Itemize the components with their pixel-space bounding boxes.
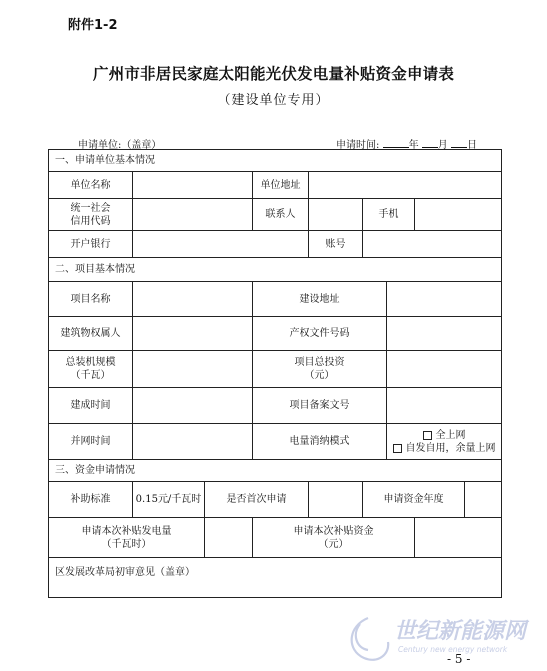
option-full-grid[interactable]: 全上网: [389, 429, 499, 442]
subsidy-std-label: 补助标准: [49, 482, 133, 518]
day-blank: [451, 138, 467, 148]
filing-no-label: 项目备案文号: [253, 388, 387, 424]
watermark-logo: [338, 608, 538, 666]
property-doc-field[interactable]: [387, 317, 502, 351]
contact-label: 联系人: [253, 199, 309, 231]
build-time-field[interactable]: [133, 388, 253, 424]
contact-field[interactable]: [309, 199, 363, 231]
first-apply-field[interactable]: [309, 482, 363, 518]
section1-title: 一、申请单位基本情况: [49, 150, 502, 172]
filing-no-field[interactable]: [387, 388, 502, 424]
grid-time-label: 并网时间: [49, 424, 133, 460]
page-number: - 5 -: [447, 652, 471, 666]
build-time-label: 建成时间: [49, 388, 133, 424]
account-label: 账号: [309, 231, 363, 258]
section3-title: 三、资金申请情况: [49, 460, 502, 482]
mobile-label: 手机: [363, 199, 415, 231]
option-self-use[interactable]: 自发自用，余量上网: [389, 442, 499, 455]
capacity-field[interactable]: [133, 351, 253, 388]
energy-label: 申请本次补贴发电量 （千瓦时）: [49, 518, 205, 558]
month-label: 月: [437, 140, 448, 151]
year-label: 年: [408, 140, 419, 151]
checkbox-icon[interactable]: [423, 431, 432, 440]
unit-address-field[interactable]: [309, 172, 502, 199]
bank-field[interactable]: [133, 231, 309, 258]
month-blank: [422, 138, 438, 148]
application-form-table: [48, 149, 502, 598]
property-doc-label: 产权文件号码: [253, 317, 387, 351]
watermark-text-cn: 世纪新能源网: [394, 619, 527, 644]
build-address-label: 建设地址: [253, 282, 387, 317]
applicant-unit-label: 申请单位:（盖章）: [78, 140, 162, 151]
watermark-swirl-icon: [352, 618, 389, 660]
fund-label: 申请本次补贴资金 （元）: [253, 518, 415, 558]
form-subtitle: （建设单位专用）: [217, 93, 330, 108]
investment-label: 项目总投资 （元）: [253, 351, 387, 388]
energy-field[interactable]: [205, 518, 253, 558]
first-apply-label: 是否首次申请: [205, 482, 309, 518]
project-name-field[interactable]: [133, 282, 253, 317]
form-title: 广州市非居民家庭太阳能光伏发电量补贴资金申请表: [92, 64, 455, 83]
account-field[interactable]: [363, 231, 502, 258]
checkbox-icon[interactable]: [393, 444, 402, 453]
building-owner-label: 建筑物权属人: [49, 317, 133, 351]
review-opinion[interactable]: 区发展改革局初审意见（盖章）: [49, 558, 502, 598]
capacity-label: 总装机规模 （千瓦）: [49, 351, 133, 388]
fund-field[interactable]: [415, 518, 502, 558]
credit-code-label: 统一社会 信用代码: [49, 199, 133, 231]
attachment-label: 附件1-2: [68, 18, 118, 33]
subsidy-std-value: 0.15元/千瓦时: [133, 482, 205, 518]
day-label: 日: [466, 140, 477, 151]
consumption-mode-label: 电量消纳模式: [253, 424, 387, 460]
unit-name-field[interactable]: [133, 172, 253, 199]
year-blank: [383, 138, 409, 148]
investment-field[interactable]: [387, 351, 502, 388]
section2-title: 二、项目基本情况: [49, 258, 502, 282]
fund-year-field[interactable]: [465, 482, 502, 518]
watermark-text-en: Century new energy network: [398, 645, 508, 654]
fund-year-label: 申请资金年度: [363, 482, 465, 518]
build-address-field[interactable]: [387, 282, 502, 317]
unit-name-label: 单位名称: [49, 172, 133, 199]
mobile-field[interactable]: [415, 199, 502, 231]
bank-label: 开户银行: [49, 231, 133, 258]
credit-code-field[interactable]: [133, 199, 253, 231]
project-name-label: 项目名称: [49, 282, 133, 317]
grid-time-field[interactable]: [133, 424, 253, 460]
unit-address-label: 单位地址: [253, 172, 309, 199]
consumption-mode-options: [387, 424, 502, 460]
apply-time-label: 申请时间:: [336, 140, 380, 151]
building-owner-field[interactable]: [133, 317, 253, 351]
